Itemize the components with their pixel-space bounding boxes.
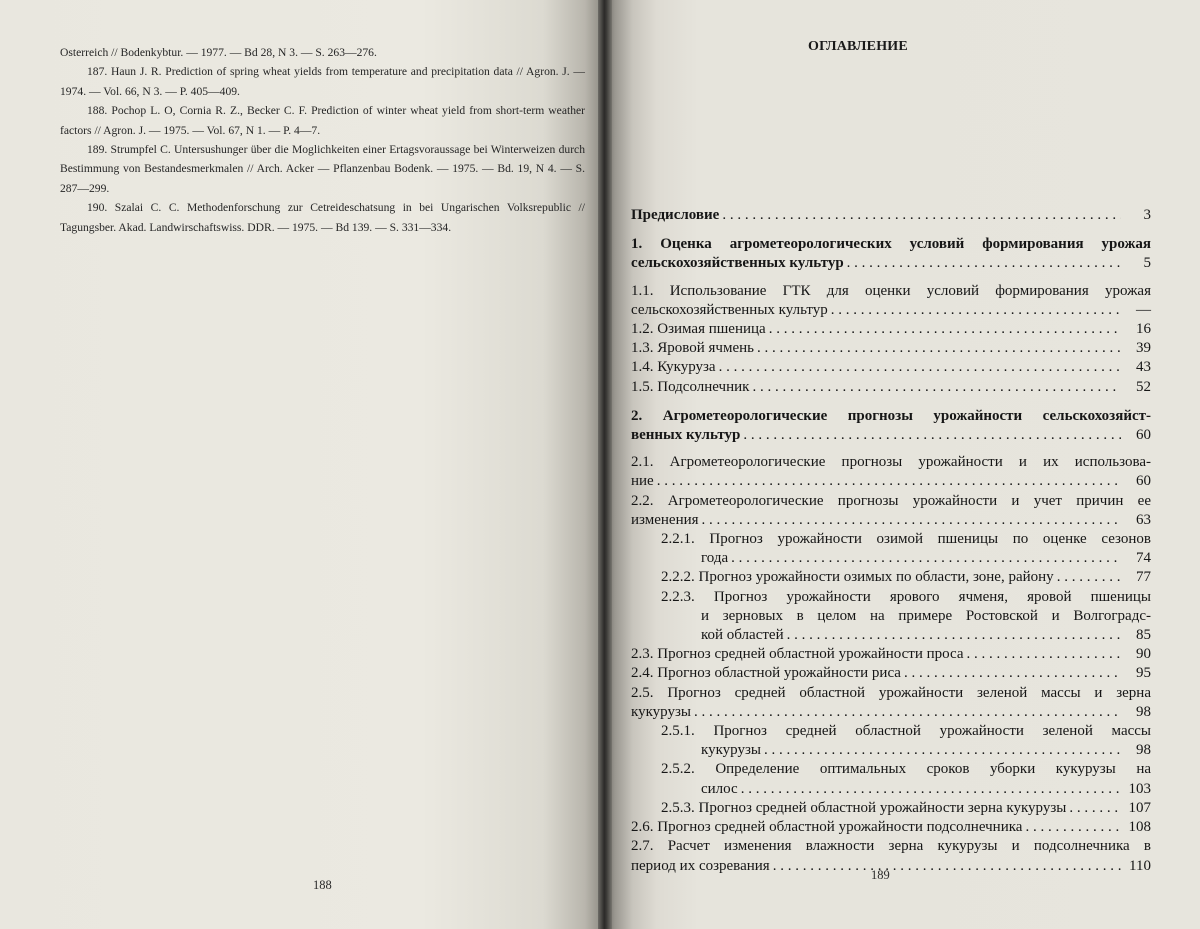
toc-page-number: 39 bbox=[1136, 340, 1151, 357]
toc-entry bbox=[631, 664, 1151, 683]
toc-entry-line: 2.5. Прогноз средней областной урожайности зеленой массы и зерна bbox=[631, 684, 1151, 701]
reference-list bbox=[60, 43, 585, 237]
toc-page-number: 77 bbox=[1136, 569, 1151, 586]
toc-dot-leader bbox=[741, 780, 1121, 799]
toc-page-number: 85 bbox=[1136, 627, 1151, 644]
reference-item: 190. Szalai C. C. Methodenforschung zur Cetreideschatsung in bei Ungarischen Volksrepublic // Tagungsber. Akad. Landwirschaftswiss. DDR. — 1975. — Bd 139. — S. 331—334. bbox=[60, 201, 585, 234]
toc-entry-line: 2.1. Агрометеорологические прогнозы урожайности и их использова- bbox=[631, 454, 1151, 471]
toc-entry-line: 2.2.1. Прогноз урожайности озимой пшеницы по оценке сезонов bbox=[661, 531, 1151, 548]
toc-entry-title: изменения bbox=[631, 511, 699, 528]
page-number-right: 189 bbox=[871, 868, 890, 882]
toc-entry bbox=[631, 818, 1151, 837]
toc-entry-title: 1.2. Озимая пшеница bbox=[631, 321, 766, 338]
toc-page-number: 110 bbox=[1129, 857, 1151, 874]
toc-page-number: 74 bbox=[1136, 550, 1151, 567]
toc-dot-leader bbox=[702, 511, 1121, 530]
toc-entry-line: 2.5.2. Определение оптимальных сроков уборки кукурузы на bbox=[661, 761, 1151, 778]
toc-dot-leader bbox=[731, 549, 1121, 568]
toc-entry-title: года bbox=[701, 550, 729, 567]
toc-entry-title: 1.3. Яровой ячмень bbox=[631, 340, 754, 357]
toc-entry-title: период их созревания bbox=[631, 857, 770, 874]
toc-page-number: 98 bbox=[1136, 703, 1151, 720]
toc-entry-title: 2.4. Прогноз областной урожайности риса bbox=[631, 665, 901, 682]
toc-entry-title: 2.5.3. Прогноз средней областной урожайности зерна кукурузы bbox=[661, 799, 1067, 816]
toc-page-number: 103 bbox=[1128, 780, 1151, 797]
toc-page-number: 60 bbox=[1136, 427, 1151, 444]
toc-entry bbox=[631, 453, 1151, 491]
toc-page-number: 3 bbox=[1143, 207, 1151, 223]
toc-entry-title: 2.3. Прогноз средней областной урожайности проса bbox=[631, 646, 964, 663]
reference-item: 187. Haun J. R. Prediction of spring wheat yields from temperature and precipitation data // Agron. J. — 1974. — Vol. 66, N 3. — P. 405—409. bbox=[60, 65, 585, 98]
toc-page-number: 43 bbox=[1136, 359, 1151, 376]
toc-entry-line: 1. Оценка агрометеорологических условий формирования урожая bbox=[631, 236, 1151, 253]
toc-page-number: 63 bbox=[1136, 511, 1151, 528]
toc-dot-leader bbox=[722, 206, 1121, 225]
toc-entry-line: 2.2. Агрометеорологические прогнозы урожайности и учет причин ее bbox=[631, 492, 1151, 509]
toc-entry bbox=[631, 378, 1151, 397]
toc-entry-line: 2.2.3. Прогноз урожайности ярового ячменя, яровой пшеницы bbox=[661, 588, 1151, 605]
page-number-left: 188 bbox=[313, 878, 332, 892]
toc-page-number: 60 bbox=[1136, 473, 1151, 490]
toc-entry bbox=[631, 282, 1151, 320]
toc-entry bbox=[631, 206, 1151, 225]
toc-entry bbox=[631, 588, 1151, 646]
toc-entry-line: и зерновых в целом на примере Ростовской и Волгоградс- bbox=[701, 607, 1151, 624]
toc-dot-leader bbox=[847, 254, 1121, 273]
reference-item: 188. Pochop L. O, Cornia R. Z., Becker C. F. Prediction of winter wheat yield from short-term weather factors // Agron. J. — 1975. — Vol. 67, N 1. — P. 4—7. bbox=[60, 104, 585, 137]
toc-entry bbox=[631, 722, 1151, 760]
toc-entry bbox=[631, 760, 1151, 798]
toc-entry bbox=[631, 645, 1151, 664]
toc-entry-title: сельскохозяйственных культур bbox=[631, 301, 828, 318]
toc-entry-title: кукурузы bbox=[631, 703, 691, 720]
toc-entry bbox=[631, 568, 1151, 587]
toc-page-number: 108 bbox=[1128, 819, 1151, 836]
toc-page-number: 90 bbox=[1136, 646, 1151, 663]
toc-dot-leader bbox=[657, 472, 1121, 491]
toc-entry-title: ние bbox=[631, 473, 654, 490]
reference-item: Osterreich // Bodenkybtur. — 1977. — Bd 28, N 3. — S. 263—276. bbox=[60, 46, 377, 59]
toc-entry-title: 1.5. Подсолнечник bbox=[631, 378, 750, 395]
toc-title: ОГЛАВЛЕНИЕ bbox=[808, 39, 908, 54]
toc-entry bbox=[631, 320, 1151, 339]
toc-entry bbox=[631, 492, 1151, 530]
toc-entry-title: кой областей bbox=[701, 627, 784, 644]
toc-page-number: 52 bbox=[1136, 378, 1151, 395]
toc-page-number: — bbox=[1136, 301, 1151, 318]
toc-dot-leader bbox=[752, 378, 1121, 397]
toc-dot-leader bbox=[719, 358, 1121, 377]
toc-entry-title: 1.4. Кукуруза bbox=[631, 359, 716, 376]
toc-dot-leader bbox=[694, 703, 1121, 722]
toc-entry-title: сельскохозяйственных культур bbox=[631, 255, 844, 272]
toc-entry bbox=[631, 837, 1151, 875]
reference-item: 189. Strumpfel C. Untersushunger über die Moglichkeiten einer Ertagsvoraussage bei Winterweizen durch Bestimmung von Bestandesmerkmalen // Arch. Acker — Pflanzenbau Bodenk. — 1975. — Bd. 19, N 4. — S. 287—299. bbox=[60, 143, 585, 195]
toc-entry bbox=[631, 684, 1151, 722]
toc-entry-line: 1.1. Использование ГТК для оценки условий формирования урожая bbox=[631, 282, 1151, 299]
toc-entry bbox=[631, 339, 1151, 358]
toc-dot-leader bbox=[764, 741, 1121, 760]
toc-dot-leader bbox=[904, 664, 1121, 683]
toc-entry-title: 2.2.2. Прогноз урожайности озимых по области, зоне, району bbox=[661, 569, 1054, 586]
toc-dot-leader bbox=[769, 320, 1121, 339]
toc-entry-title: силос bbox=[701, 780, 738, 797]
toc-entry bbox=[631, 530, 1151, 568]
toc-entry-title: Предисловие bbox=[631, 207, 720, 223]
toc-entry-line: 2.7. Расчет изменения влажности зерна кукурузы и подсолнечника в bbox=[631, 838, 1151, 855]
toc-entry bbox=[631, 407, 1151, 445]
toc-entry-title: венных культур bbox=[631, 427, 741, 444]
toc-dot-leader bbox=[1057, 568, 1121, 587]
toc-dot-leader bbox=[773, 857, 1121, 876]
toc-dot-leader bbox=[757, 339, 1121, 358]
toc-dot-leader bbox=[1025, 818, 1121, 837]
toc-entry bbox=[631, 799, 1151, 818]
toc-entry-line: 2.5.1. Прогноз средней областной урожайности зеленой массы bbox=[661, 723, 1151, 740]
table-of-contents bbox=[631, 206, 1151, 876]
right-page bbox=[603, 0, 1200, 929]
toc-entry-line: 2. Агрометеорологические прогнозы урожайности сельскохозяйст- bbox=[631, 407, 1151, 424]
toc-page-number: 107 bbox=[1128, 799, 1151, 816]
toc-dot-leader bbox=[967, 645, 1121, 664]
toc-page-number: 16 bbox=[1136, 321, 1151, 338]
toc-dot-leader bbox=[1069, 799, 1121, 818]
toc-entry bbox=[631, 235, 1151, 273]
toc-page-number: 5 bbox=[1143, 255, 1151, 272]
toc-page-number: 95 bbox=[1136, 665, 1151, 682]
toc-entry-title: кукурузы bbox=[701, 742, 761, 759]
toc-entry-title: 2.6. Прогноз средней областной урожайности подсолнечника bbox=[631, 819, 1023, 836]
toc-entry bbox=[631, 358, 1151, 377]
toc-page-number: 98 bbox=[1136, 742, 1151, 759]
book-gutter bbox=[598, 0, 612, 929]
toc-dot-leader bbox=[831, 301, 1121, 320]
toc-dot-leader bbox=[743, 426, 1121, 445]
toc-dot-leader bbox=[787, 626, 1121, 645]
